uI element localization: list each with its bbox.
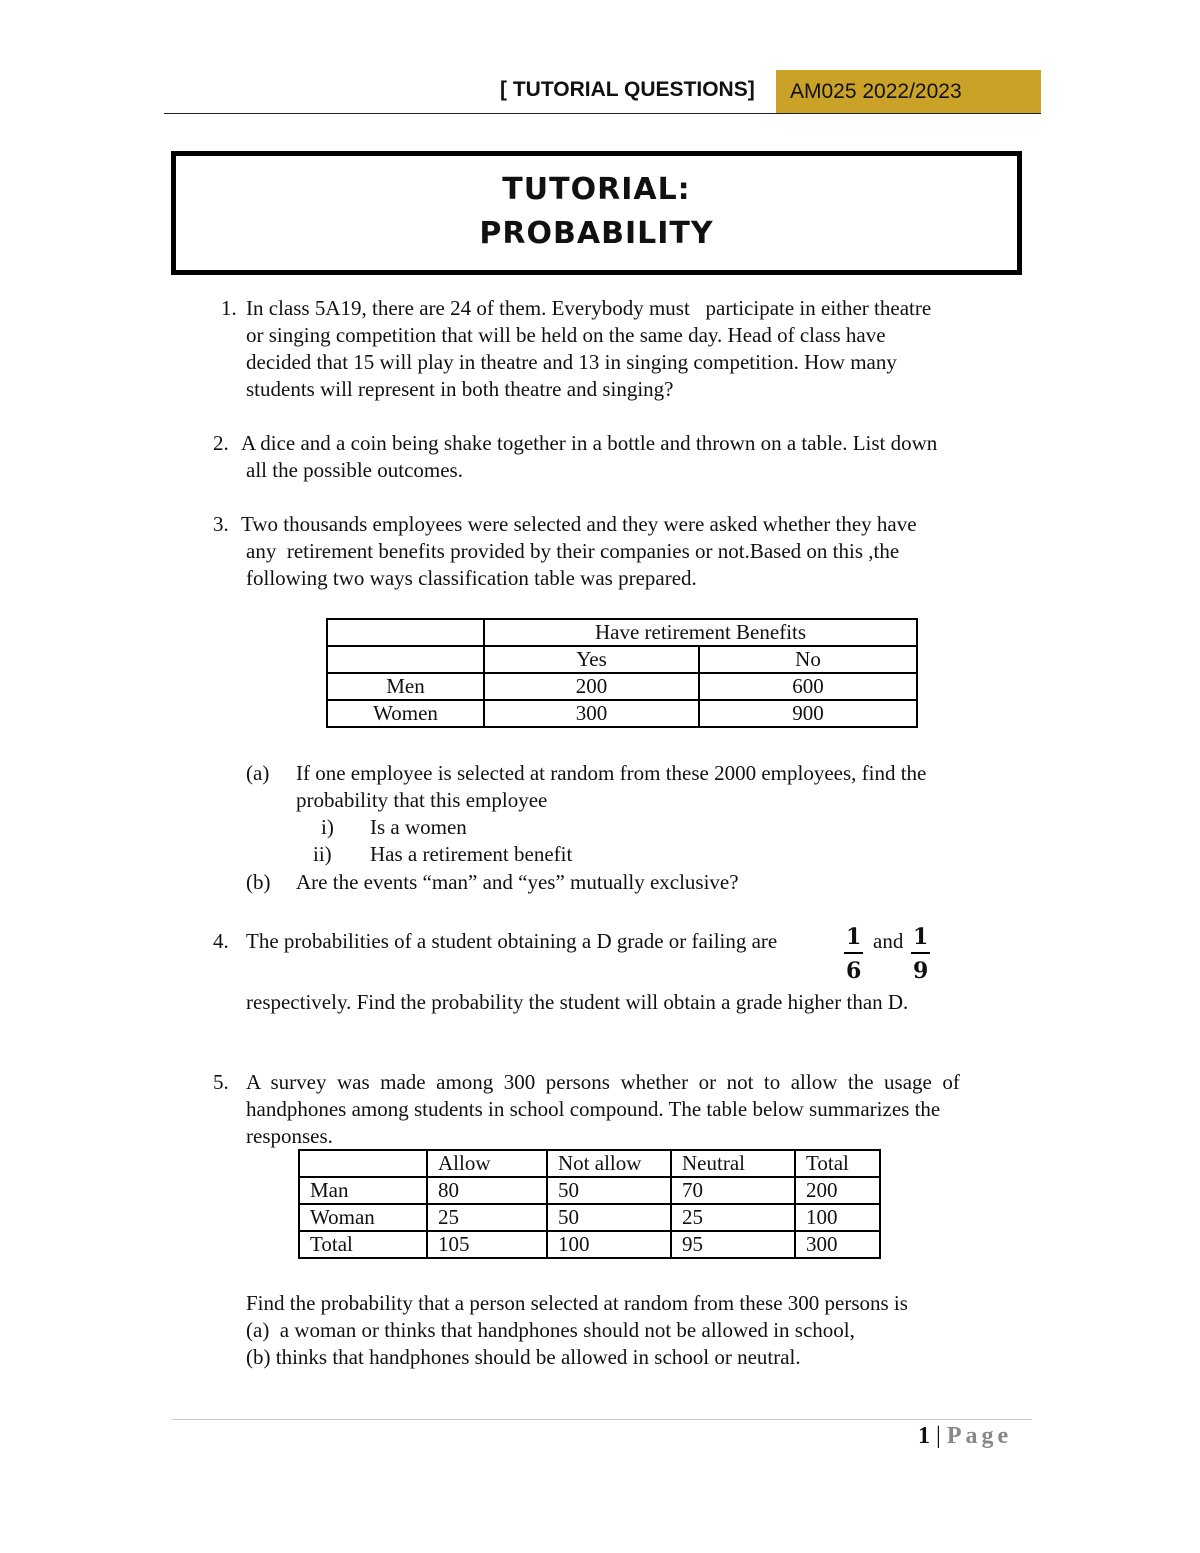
table-header-no: No bbox=[699, 646, 917, 673]
q5-question-line: (b) thinks that handphones should be allowed in school or neutral. bbox=[246, 1345, 801, 1369]
table-cell: 200 bbox=[795, 1177, 880, 1204]
table-row bbox=[299, 1231, 880, 1258]
table-row bbox=[327, 673, 917, 700]
fraction-denominator: 9 bbox=[913, 958, 929, 984]
page-number: 1 bbox=[918, 1423, 930, 1449]
header-cell: Allow bbox=[427, 1150, 547, 1177]
fraction-denominator: 6 bbox=[846, 958, 862, 984]
q3a-label: (a) bbox=[246, 761, 270, 785]
q3b-label: (b) bbox=[246, 870, 271, 894]
q5-number: 5. bbox=[213, 1070, 229, 1094]
q2-line: all the possible outcomes. bbox=[246, 458, 463, 482]
header-rule bbox=[164, 113, 1041, 114]
row-label: Women bbox=[327, 700, 484, 727]
table-cell: 300 bbox=[795, 1231, 880, 1258]
q5-question-line: (a) a woman or thinks that handphones should not be allowed in school, bbox=[246, 1318, 855, 1342]
handphone-survey-table bbox=[298, 1149, 881, 1259]
row-label: Man bbox=[299, 1177, 427, 1204]
q2-number: 2. bbox=[213, 431, 229, 455]
header-title: [ TUTORIAL QUESTIONS] bbox=[500, 78, 755, 101]
q1-number: 1. bbox=[221, 296, 237, 320]
header-cell bbox=[299, 1150, 427, 1177]
q5-line: A survey was made among 300 persons whether or not to allow the usage of bbox=[246, 1070, 960, 1094]
fraction-numerator: 1 bbox=[844, 922, 863, 954]
fraction-numerator: 1 bbox=[911, 922, 930, 954]
q3a-line: If one employee is selected at random from these 2000 employees, find the bbox=[296, 761, 927, 785]
q5-line: responses. bbox=[246, 1124, 333, 1148]
cell-yes: 300 bbox=[484, 700, 699, 727]
title-box bbox=[171, 151, 1022, 275]
q3a-sub-label: ii) bbox=[313, 842, 332, 866]
q3-line: Two thousands employees were selected and they were asked whether they have bbox=[241, 512, 917, 536]
title-line-2: PROBABILITY bbox=[479, 216, 714, 251]
q4-and: and bbox=[873, 929, 904, 953]
table-header-row bbox=[299, 1150, 880, 1177]
q3a-sub-text: Has a retirement benefit bbox=[370, 842, 573, 866]
page-separator: | bbox=[936, 1423, 941, 1449]
q5-line: handphones among students in school compound. The table below summarizes the bbox=[246, 1097, 941, 1121]
q1-text bbox=[246, 295, 931, 403]
table-group-header: Have retirement Benefits bbox=[484, 619, 917, 646]
table-cell: 25 bbox=[427, 1204, 547, 1231]
table-cell bbox=[327, 646, 484, 673]
header-cell: Not allow bbox=[547, 1150, 671, 1177]
q3b-text: Are the events “man” and “yes” mutually exclusive? bbox=[296, 870, 739, 894]
q1-line: students will represent in both theatre and singing? bbox=[246, 377, 674, 401]
q1-line: or singing competition that will be held on the same day. Head of class have bbox=[246, 323, 886, 347]
q3a-sub-label: i) bbox=[321, 815, 334, 839]
table-header-yes: Yes bbox=[484, 646, 699, 673]
q3a-sub-text: Is a women bbox=[370, 815, 467, 839]
table-cell: 80 bbox=[427, 1177, 547, 1204]
course-code-badge: AM025 2022/2023 bbox=[776, 70, 1041, 114]
q4-text-after: respectively. Find the probability the student will obtain a grade higher than D. bbox=[246, 990, 909, 1014]
table-cell: 50 bbox=[547, 1204, 671, 1231]
q4-number: 4. bbox=[213, 929, 229, 953]
header-cell: Neutral bbox=[671, 1150, 795, 1177]
table-row bbox=[299, 1204, 880, 1231]
q3-line: following two ways classification table was prepared. bbox=[246, 566, 697, 590]
table-cell: 100 bbox=[547, 1231, 671, 1258]
q3-line: any retirement benefits provided by their companies or not.Based on this ,the bbox=[246, 539, 900, 563]
cell-yes: 200 bbox=[484, 673, 699, 700]
table-cell bbox=[327, 619, 484, 646]
cell-no: 600 bbox=[699, 673, 917, 700]
fraction-one-sixth bbox=[844, 922, 863, 988]
q1-line: In class 5A19, there are 24 of them. Everybody must participate in either theatre bbox=[246, 296, 932, 320]
q1-line: decided that 15 will play in theatre and 13 in singing competition. How many bbox=[246, 350, 897, 374]
table-cell: 105 bbox=[427, 1231, 547, 1258]
row-label: Total bbox=[299, 1231, 427, 1258]
q5-question-line: Find the probability that a person selected at random from these 300 persons is bbox=[246, 1291, 908, 1315]
row-label: Men bbox=[327, 673, 484, 700]
table-cell: 100 bbox=[795, 1204, 880, 1231]
title-line-1: TUTORIAL: bbox=[502, 172, 691, 207]
retirement-benefits-table bbox=[326, 618, 918, 728]
table-cell: 50 bbox=[547, 1177, 671, 1204]
row-label: Woman bbox=[299, 1204, 427, 1231]
cell-no: 900 bbox=[699, 700, 917, 727]
fraction-one-ninth bbox=[911, 922, 930, 988]
q3a-line: probability that this employee bbox=[296, 788, 548, 812]
page-label: Page bbox=[946, 1423, 1013, 1449]
q4-text-before: The probabilities of a student obtaining a D grade or failing are bbox=[246, 929, 778, 953]
table-cell: 25 bbox=[671, 1204, 795, 1231]
table-cell: 70 bbox=[671, 1177, 795, 1204]
table-row bbox=[327, 700, 917, 727]
q3-number: 3. bbox=[213, 512, 229, 536]
footer-rule bbox=[172, 1419, 1032, 1420]
q2-line: A dice and a coin being shake together in a bottle and thrown on a table. List down bbox=[241, 431, 938, 455]
header-cell: Total bbox=[795, 1150, 880, 1177]
table-row bbox=[299, 1177, 880, 1204]
page-footer bbox=[918, 1423, 1012, 1450]
table-cell: 95 bbox=[671, 1231, 795, 1258]
